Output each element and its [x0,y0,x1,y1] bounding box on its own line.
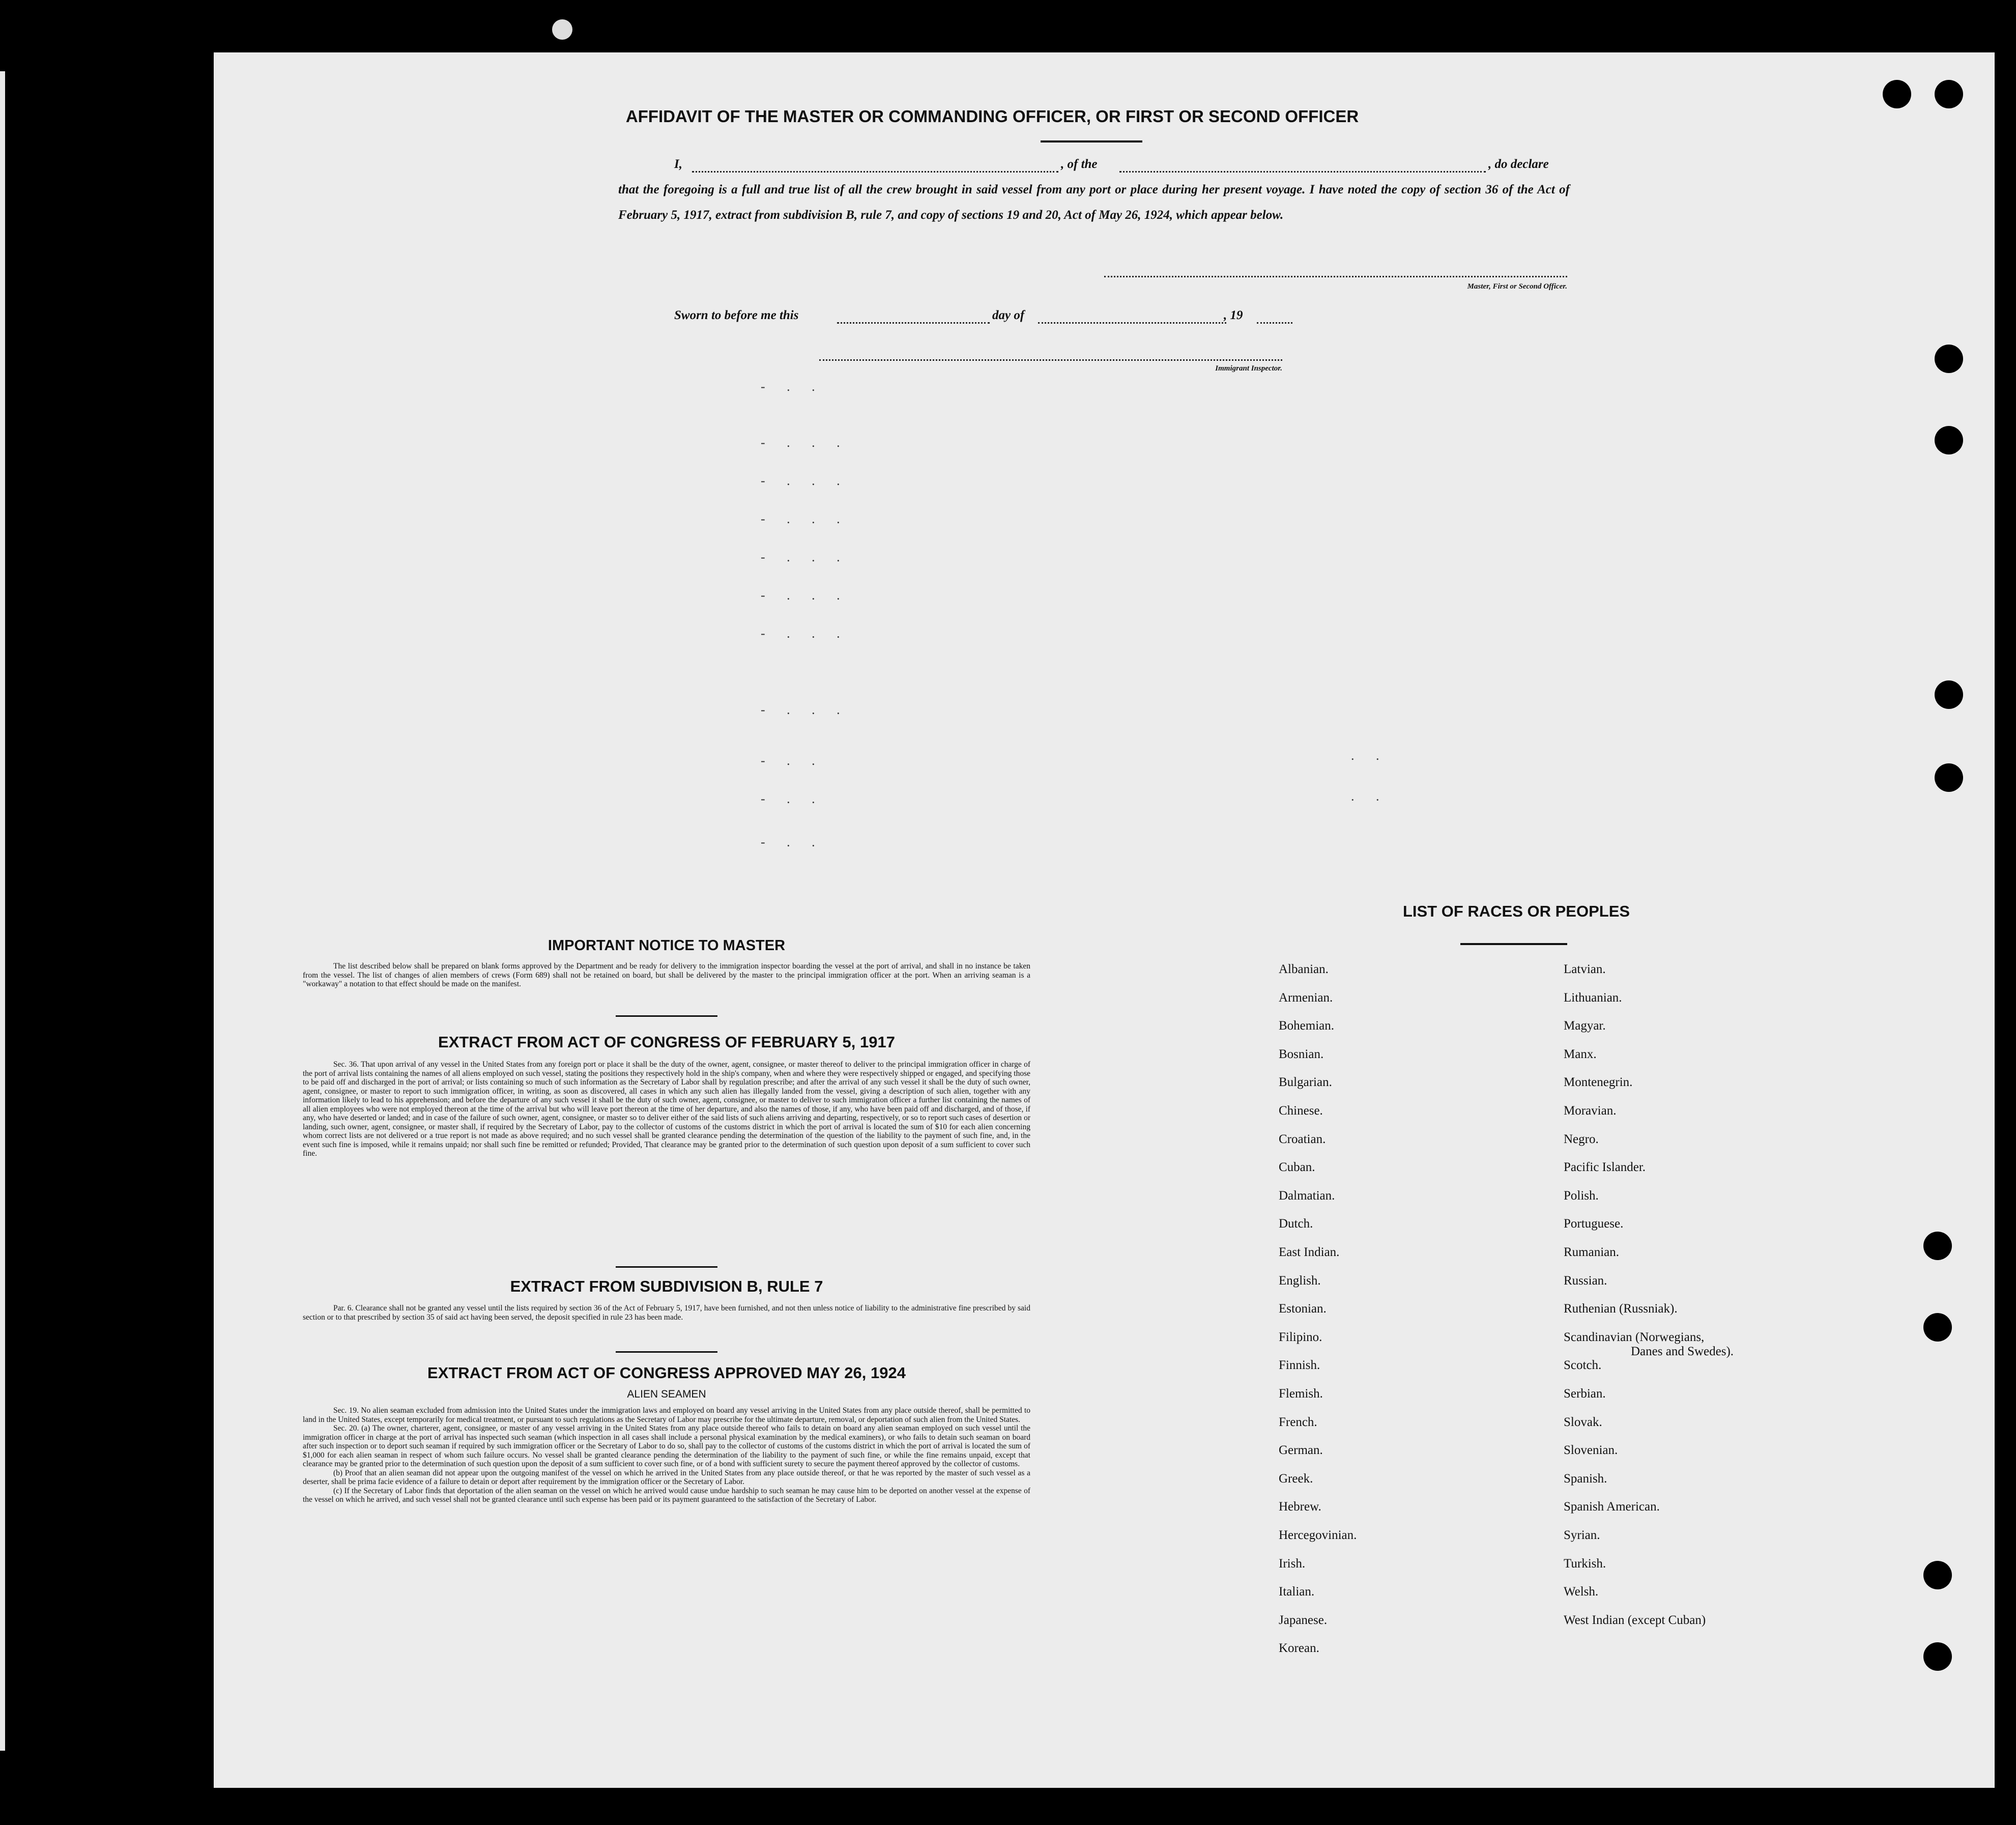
sworn-month-field[interactable] [1038,322,1226,324]
binder-hole [1935,80,1963,108]
sec-20b-paragraph: (b) Proof that an alien seaman did not appear upon the outgoing manifest of the vessel on which he arrived in the United States from any place outside thereof, or that he was reported by the master of such vessel as a deserter, shall be prima facie evidence of a failure to detain or deport after requirement by the immigration officer or the Secretary of Labor. [303,1468,1030,1486]
extract-1917-paragraph: Sec. 36. That upon arrival of any vessel in the United States from any foreign port or place it shall be the duty of the owner, agent, consignee, or master thereof to deliver to the principal immigration officer in charge of the port of arrival lists containing the names of all aliens employed on such vessel, stating the positions they respectively hold in the ship's company, when and where they were respectively shipped or engaged, and specifying those to be paid off and discharged in the port of arrival; or lists containing so much of such information as the Secretary of Labor shall by regulation prescribe; and after the arrival of any such vessel it shall be the duty of such owner, agent, consignee, or master to report to such immigration officer, in writing, as soon as discovered, all cases in which any such alien has illegally landed from the vessel, giving a description of such alien, together with any information likely to lead to his apprehension; and before the departure of any such vessel it shall be the duty of such owner, agent, consignee, or master to deliver to such immigration officer a further list containing the names of all alien employees who were not employed thereon at the time of the arrival but who will leave port thereon at the time of her departure, and also the names of those, if any, who have been paid off and discharged, and of those, if any, who have deserted or landed; and in case of the failure of such owner, agent, consignee, or master so to deliver either of the said lists of such aliens arriving and departing, respectively, or so to report such cases of desertion or landing, such owner, agent, consignee, or master shall, if required by the Secretary of Labor, pay to the collector of customs of the customs district in which the port of arrival is located the sum of $10 for each alien concerning whom correct lists are not delivered or a true report is not made as above required; and no such vessel shall be granted clearance pending the determination of the question of the liability to the payment of such fine, and, in the event such fine is imposed, while it remains unpaid; nor shall such fine be remitted or refunded; Provided, That clearance may be granted prior to the determination of such question upon deposit of a sum sufficient to cover such fine. [303,1060,1030,1158]
sworn-year: , 19 [1224,308,1243,322]
race-item: Welsh. [1564,1585,1599,1599]
binder-hole [1923,1642,1952,1671]
race-item: Albanian. [1279,962,1329,976]
faint-mark: - . . . [761,702,849,717]
vessel-name-field[interactable] [1119,171,1486,173]
race-item: Magyar. [1564,1019,1606,1033]
sworn-prefix: Sworn to before me this [674,308,799,322]
document-page [214,52,1995,1788]
section-rule [616,1266,717,1268]
subdivision-b-title: EXTRACT FROM SUBDIVISION B, RULE 7 [510,1277,823,1295]
title-underline [1041,140,1142,142]
race-item: Slovenian. [1564,1443,1618,1458]
race-item: West Indian (except Cuban) [1564,1613,1706,1627]
race-item: Estonian. [1279,1302,1327,1316]
faint-mark: - . . [761,379,824,394]
race-item: Manx. [1564,1047,1597,1061]
faint-mark: . . [1351,789,1389,804]
faint-mark: - . . . [761,435,849,450]
race-item: Irish. [1279,1556,1306,1571]
notice-title: IMPORTANT NOTICE TO MASTER [548,937,786,954]
race-item: Turkish. [1564,1556,1606,1571]
inspector-signature-field[interactable] [819,359,1282,361]
race-item: Russian. [1564,1273,1607,1288]
affidavit-title: AFFIDAVIT OF THE MASTER OR COMMANDING OFFICER, OR FIRST OR SECOND OFFICER [625,107,1359,126]
faint-mark: - . . . [761,588,849,603]
race-item: French. [1279,1415,1317,1429]
race-item: Croatian. [1279,1132,1326,1146]
race-item: Pacific Islander. [1564,1160,1646,1175]
binder-hole [1923,1561,1952,1589]
race-item: Armenian. [1279,990,1333,1005]
sec-19-paragraph: Sec. 19. No alien seaman excluded from admission into the United States under the immigration laws and employed on board any vessel arriving in the United States from any place outside thereof, shall be permitted to land in the United States, except temporarily for medical treatment, or pursuant to such regulations as the Secretary of Labor may prescribe for the ultimate departure, removal, or deportation of such alien from the United States. [303,1406,1030,1424]
faint-mark: . . [1351,748,1389,763]
faint-mark: - . . . [761,473,849,488]
master-signature-label: Master, First or Second Officer. [1467,282,1567,291]
race-item: Ruthenian (Russniak). [1564,1302,1678,1316]
binder-hole [1935,426,1963,454]
notice-text [303,962,1030,989]
subdivision-b-paragraph: Par. 6. Clearance shall not be granted any vessel until the lists required by section 36 of the Act of February 5, 1917, have been furnished, and not then unless notice of liability to the administrative fine prescribed by said section or to that prescribed by section 35 of said act having been served, the deposit specified in rule 23 has been made. [303,1304,1030,1322]
section-rule [616,1351,717,1353]
race-item: Moravian. [1564,1104,1617,1118]
race-item: Bosnian. [1279,1047,1324,1061]
races-title: LIST OF RACES OR PEOPLES [1402,902,1630,920]
faint-mark: - . . . [761,511,849,526]
section-rule [616,1015,717,1017]
inspector-label: Immigrant Inspector. [1215,364,1282,373]
sworn-day: day of [992,308,1025,322]
race-item: Rumanian. [1564,1245,1620,1259]
race-item: Hercegovinian. [1279,1528,1357,1542]
race-item: Scandinavian (Norwegians, [1564,1330,1705,1344]
extract-1917-text [303,1060,1030,1158]
race-item: Finnish. [1279,1358,1320,1373]
race-item: Chinese. [1279,1104,1323,1118]
race-item: Dutch. [1279,1217,1313,1231]
race-item: Slovak. [1564,1415,1602,1429]
race-item: Latvian. [1564,962,1606,976]
race-item: Filipino. [1279,1330,1322,1344]
binder-hole [1935,680,1963,709]
race-item: Lithuanian. [1564,990,1622,1005]
race-item: Spanish American. [1564,1500,1660,1514]
subdivision-b-text [303,1304,1030,1322]
faint-mark: - . . [761,753,824,768]
race-item: Japanese. [1279,1613,1328,1627]
race-item: Portuguese. [1564,1217,1624,1231]
race-item: Dalmatian. [1279,1188,1335,1203]
race-item: Flemish. [1279,1387,1323,1401]
race-item: Scotch. [1564,1358,1602,1373]
race-item: Bohemian. [1279,1019,1335,1033]
binder-hole [1923,1313,1952,1342]
race-item: Korean. [1279,1641,1319,1656]
affidavit-i: I, [674,157,682,171]
master-name-field[interactable] [692,171,1058,173]
race-item: Spanish. [1564,1471,1607,1486]
alien-seamen-subtitle: ALIEN SEAMEN [627,1388,706,1400]
race-item: Montenegrin. [1564,1075,1633,1090]
races-title-underline [1460,943,1567,945]
race-item: Polish. [1564,1188,1599,1203]
race-item: Danes and Swedes). [1631,1344,1734,1358]
race-item: English. [1279,1273,1321,1288]
faint-mark: - . . [761,791,824,806]
notice-paragraph: The list described below shall be prepared on blank forms approved by the Department and be ready for delivery to the immigration inspector boarding the vessel at the port of arrival, and shall in no instance be taken from the vessel. The list of changes of alien members of crews (Form 689) shall not be retained on board, but shall be delivered by the master to the principal immigration officer at the port. When an arriving seaman is a "workaway" a notation to that effect should be made on the manifest. [303,962,1030,988]
sec-20c-paragraph: (c) If the Secretary of Labor finds that deportation of the alien seaman on the vessel on which he arrived would cause undue hardship to such seaman he may cause him to be deported on another vessel at the expense of the vessel on which he arrived, and such vessel shall not be granted clearance until such expense has been paid or its payment guaranteed to the satisfaction of the Secretary of Labor. [303,1486,1030,1504]
binder-hole [1935,763,1963,792]
race-item: Greek. [1279,1471,1313,1486]
race-item: Syrian. [1564,1528,1600,1542]
binder-hole [1935,345,1963,373]
faint-mark: - . . . [761,550,849,564]
extract-1924-text [303,1406,1030,1504]
sec-20a-paragraph: Sec. 20. (a) The owner, charterer, agent, consignee, or master of any vessel arriving in the United States from any place outside thereof who fails to detain on board any alien seaman employed on such vessel until the immigration officer in charge at the port of arrival has inspected such seaman (which inspection in all cases shall include a personal physical examination by the medical examiners), or who fails to detain such seaman on board after such inspection or to deport such seaman if required by such immigration officer or the Secretary of Labor to do so, shall pay to the collector of customs of the customs district in which the port of arrival is located the sum of $1,000 for each alien seaman in respect of whom such failure occurs. No vessel shall be granted clearance pending the determination of the liability to the payment of such fine, or while the fine remains unpaid, except that clearance may be granted prior to the determination of such question upon the deposit of a sum sufficient to cover such fine, or of a bond with sufficient surety to secure the payment thereof approved by the collector of customs. [303,1424,1030,1468]
race-item: Negro. [1564,1132,1599,1146]
page-spine-edge [0,71,5,1751]
affidavit-text: that the foregoing is a full and true list of all the crew brought in said vessel from any port or place during her present voyage. I have noted the copy of section 36 of the Act of February 5, 1917, extract from subdivision B, rule 7, and copy of sections 19 and 20, Act of May 26, 1924, which appear below. [618,183,1570,222]
extract-1924-title: EXTRACT FROM ACT OF CONGRESS APPROVED MAY 26, 1924 [427,1364,906,1382]
race-item: Bulgarian. [1279,1075,1332,1090]
race-item: East Indian. [1279,1245,1340,1259]
affidavit-declare: , do declare [1488,157,1549,171]
binder-hole [1883,80,1911,108]
race-item: Italian. [1279,1585,1315,1599]
pin-hole [552,19,572,40]
affidavit-of-the: , of the [1061,157,1098,171]
extract-1917-title: EXTRACT FROM ACT OF CONGRESS OF FEBRUARY 5, 1917 [438,1033,895,1051]
race-item: Hebrew. [1279,1500,1321,1514]
faint-mark: - . . . [761,626,849,641]
master-signature-field[interactable] [1104,276,1567,277]
race-item: Cuban. [1279,1160,1315,1175]
sworn-day-field[interactable] [837,322,990,324]
race-item: German. [1279,1443,1323,1458]
binder-hole [1923,1232,1952,1260]
sworn-year-field[interactable] [1257,322,1292,324]
faint-mark: - . . [761,835,824,849]
race-item: Serbian. [1564,1387,1606,1401]
